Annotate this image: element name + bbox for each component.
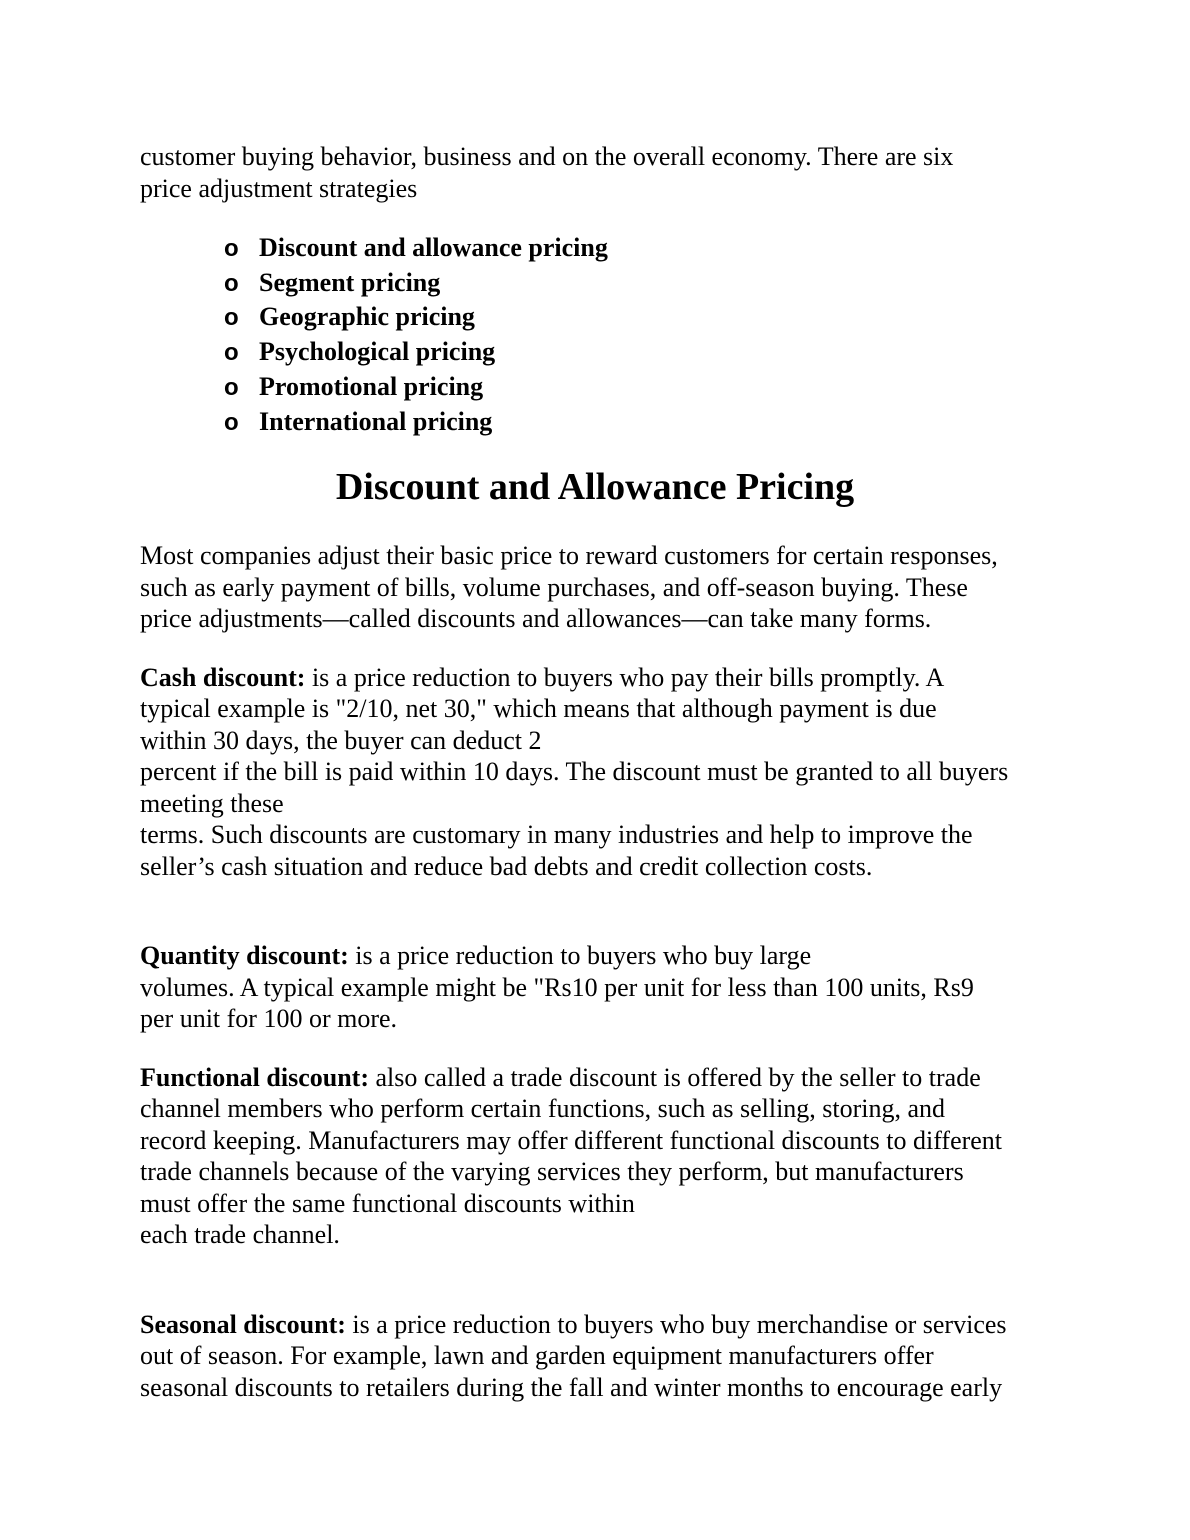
bullet-marker: o	[224, 304, 239, 332]
paragraph-line: meeting these	[140, 788, 284, 818]
overview-paragraph	[140, 540, 1070, 635]
list-item	[224, 405, 1070, 440]
list-item-text: Promotional pricing	[259, 371, 484, 401]
intro-paragraph	[140, 141, 1070, 204]
paragraph-line: also called a trade discount is offered by the seller to trade	[369, 1062, 981, 1092]
list-item	[224, 300, 1070, 335]
paragraph-line: typical example is "2/10, net 30," which means that although payment is due	[140, 694, 937, 724]
section-heading: Discount and Allowance Pricing	[335, 466, 855, 509]
paragraph-line: percent if the bill is paid within 10 days. The discount must be granted to all buyers	[140, 757, 1009, 787]
term-label: Cash discount:	[140, 662, 306, 692]
strategy-list	[140, 231, 1070, 439]
document-page	[140, 141, 1070, 1430]
list-item-text: Psychological pricing	[259, 337, 496, 367]
bullet-marker: o	[224, 235, 239, 262]
list-item	[224, 231, 1070, 266]
list-item	[224, 266, 1070, 301]
list-item-text: Geographic pricing	[259, 302, 475, 332]
paragraph-line: record keeping. Manufacturers may offer different functional discounts to different	[140, 1125, 1003, 1155]
bullet-marker: o	[224, 269, 239, 297]
intro-line: price adjustment strategies	[140, 173, 418, 203]
paragraph-line: price adjustments—called discounts and allowances—can take many forms.	[140, 604, 932, 634]
list-item	[224, 335, 1070, 370]
paragraph-line: seasonal discounts to retailers during the fall and winter months to encourage early	[140, 1372, 1003, 1402]
paragraph-line: is a price reduction to buyers who buy merchandise or services	[345, 1309, 1007, 1339]
paragraph-line: such as early payment of bills, volume purchases, and off-season buying. These	[140, 572, 968, 602]
paragraph-line: volumes. A typical example might be "Rs10 per unit for less than 100 units, Rs9	[140, 972, 974, 1002]
paragraph-line: seller’s cash situation and reduce bad debts and credit collection costs.	[140, 851, 873, 881]
paragraph-line: channel members who perform certain functions, such as selling, storing, and	[140, 1094, 946, 1124]
bullet-marker: o	[224, 408, 239, 436]
paragraph-line: out of season. For example, lawn and garden equipment manufacturers offer	[140, 1341, 934, 1371]
bullet-marker: o	[224, 339, 239, 367]
intro-line: customer buying behavior, business and on the overall economy. There are six	[140, 142, 954, 171]
paragraph-line: is a price reduction to buyers who pay their bills promptly. A	[305, 662, 945, 692]
list-item-text: International pricing	[259, 406, 493, 436]
paragraph-line: is a price reduction to buyers who buy large	[348, 941, 812, 971]
functional-discount-paragraph	[140, 1062, 1070, 1251]
paragraph-line: terms. Such discounts are customary in many industries and help to improve the	[140, 820, 973, 850]
paragraph-line: trade channels because of the varying services they perform, but manufacturers	[140, 1157, 964, 1187]
list-item-text: Segment pricing	[259, 267, 441, 297]
paragraph-line: each trade channel.	[140, 1220, 340, 1250]
term-label: Quantity discount:	[140, 941, 349, 971]
seasonal-discount-paragraph	[140, 1309, 1070, 1404]
term-label: Seasonal discount:	[140, 1309, 346, 1339]
paragraph-line: must offer the same functional discounts within	[140, 1188, 635, 1218]
quantity-discount-paragraph	[140, 940, 1070, 1035]
list-item	[224, 370, 1070, 405]
paragraph-line: Most companies adjust their basic price to reward customers for certain responses,	[140, 541, 998, 571]
cash-discount-paragraph	[140, 662, 1070, 883]
term-label: Functional discount:	[140, 1062, 369, 1092]
paragraph-line: per unit for 100 or more.	[140, 1004, 398, 1034]
bullet-marker: o	[224, 373, 239, 401]
paragraph-line: within 30 days, the buyer can deduct 2	[140, 725, 542, 755]
list-item-text: Discount and allowance pricing	[259, 233, 608, 262]
